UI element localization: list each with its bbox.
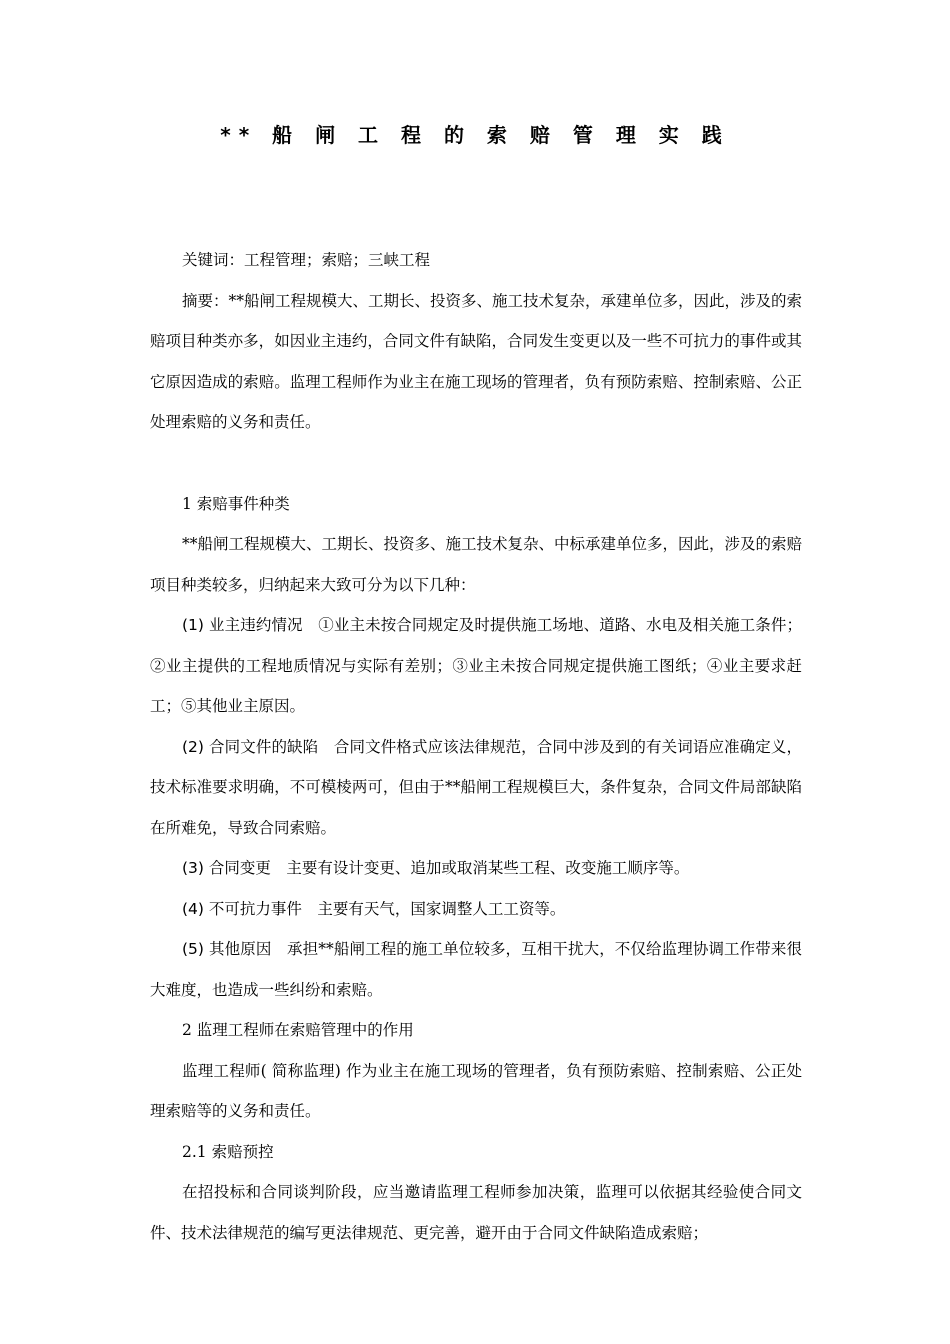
section-2-intro: 监理工程师( 简称监理) 作为业主在施工现场的管理者，负有预防索赔、控制索赔、公正处理索赔等的义务和责任。 <box>150 1061 802 1120</box>
list-item-text: 其他原因 承担**船闸工程的施工单位较多，互相干扰大，不仅给监理协调工作带来很大难度，也造成一些纠纷和索赔。 <box>150 940 802 999</box>
list-item-text: 不可抗力事件 主要有天气，国家调整人工工资等。 <box>208 899 566 918</box>
list-item <box>150 889 802 930</box>
list-item-number: (1) <box>182 616 204 634</box>
abstract-paragraph: 摘要：**船闸工程规模大、工期长、投资多、施工技术复杂，承建单位多，因此，涉及的索赔项目种类亦多，如因业主违约，合同文件有缺陷，合同发生变更以及一些不可抗力的事件或其它原因造成的索赔。监理工程师作为业主在施工现场的管理者，负有预防索赔、控制索赔、公正处理索赔的义务和责任。 <box>150 291 803 431</box>
list-item <box>150 727 802 849</box>
list-item <box>150 848 802 889</box>
section-1-heading: 1 索赔事件种类 <box>182 494 290 513</box>
section-2-heading: 2 监理工程师在索赔管理中的作用 <box>182 1021 414 1039</box>
document-body <box>150 240 802 1253</box>
list-item-text: 合同文件的缺陷 合同文件格式应该法律规范，合同中涉及到的有关词语应准确定义，技术标准要求明确，不可模棱两可，但由于**船闸工程规模巨大，条件复杂，合同文件局部缺陷在所难免，导致合同索赔。 <box>150 737 802 837</box>
list-item-number: (4) <box>182 899 204 918</box>
document-title: ** 船 闸 工 程 的 索 赔 管 理 实 践 <box>220 123 730 147</box>
list-item <box>150 929 802 1010</box>
list-item-number: (2) <box>182 737 204 756</box>
section-1-intro: **船闸工程规模大、工期长、投资多、施工技术复杂、中标承建单位多，因此，涉及的索赔项目种类较多，归纳起来大致可分为以下几种： <box>150 535 803 594</box>
list-item-number: (3) <box>182 859 204 877</box>
section-2-1-heading: 2.1 索赔预控 <box>182 1142 274 1161</box>
section-2-1-paragraph: 在招投标和合同谈判阶段，应当邀请监理工程师参加决策，监理可以依据其经验使合同文件、技术法律规范的编写更法律规范、更完善，避开由于合同文件缺陷造成索赔； <box>150 1183 802 1242</box>
list-item <box>150 605 802 727</box>
list-item-text: 合同变更 主要有设计变更、追加或取消某些工程、改变施工顺序等。 <box>208 859 690 877</box>
keywords-paragraph: 关键词：工程管理；索赔；三峡工程 <box>182 251 431 269</box>
list-item-number: (5) <box>182 940 204 958</box>
list-item-text: 业主违约情况 ①业主未按合同规定及时提供施工场地、道路、水电及相关施工条件；②业主提供的工程地质情况与实际有差别；③业主未按合同规定提供施工图纸；④业主要求赶工；⑤其他业主原因。 <box>150 616 802 715</box>
